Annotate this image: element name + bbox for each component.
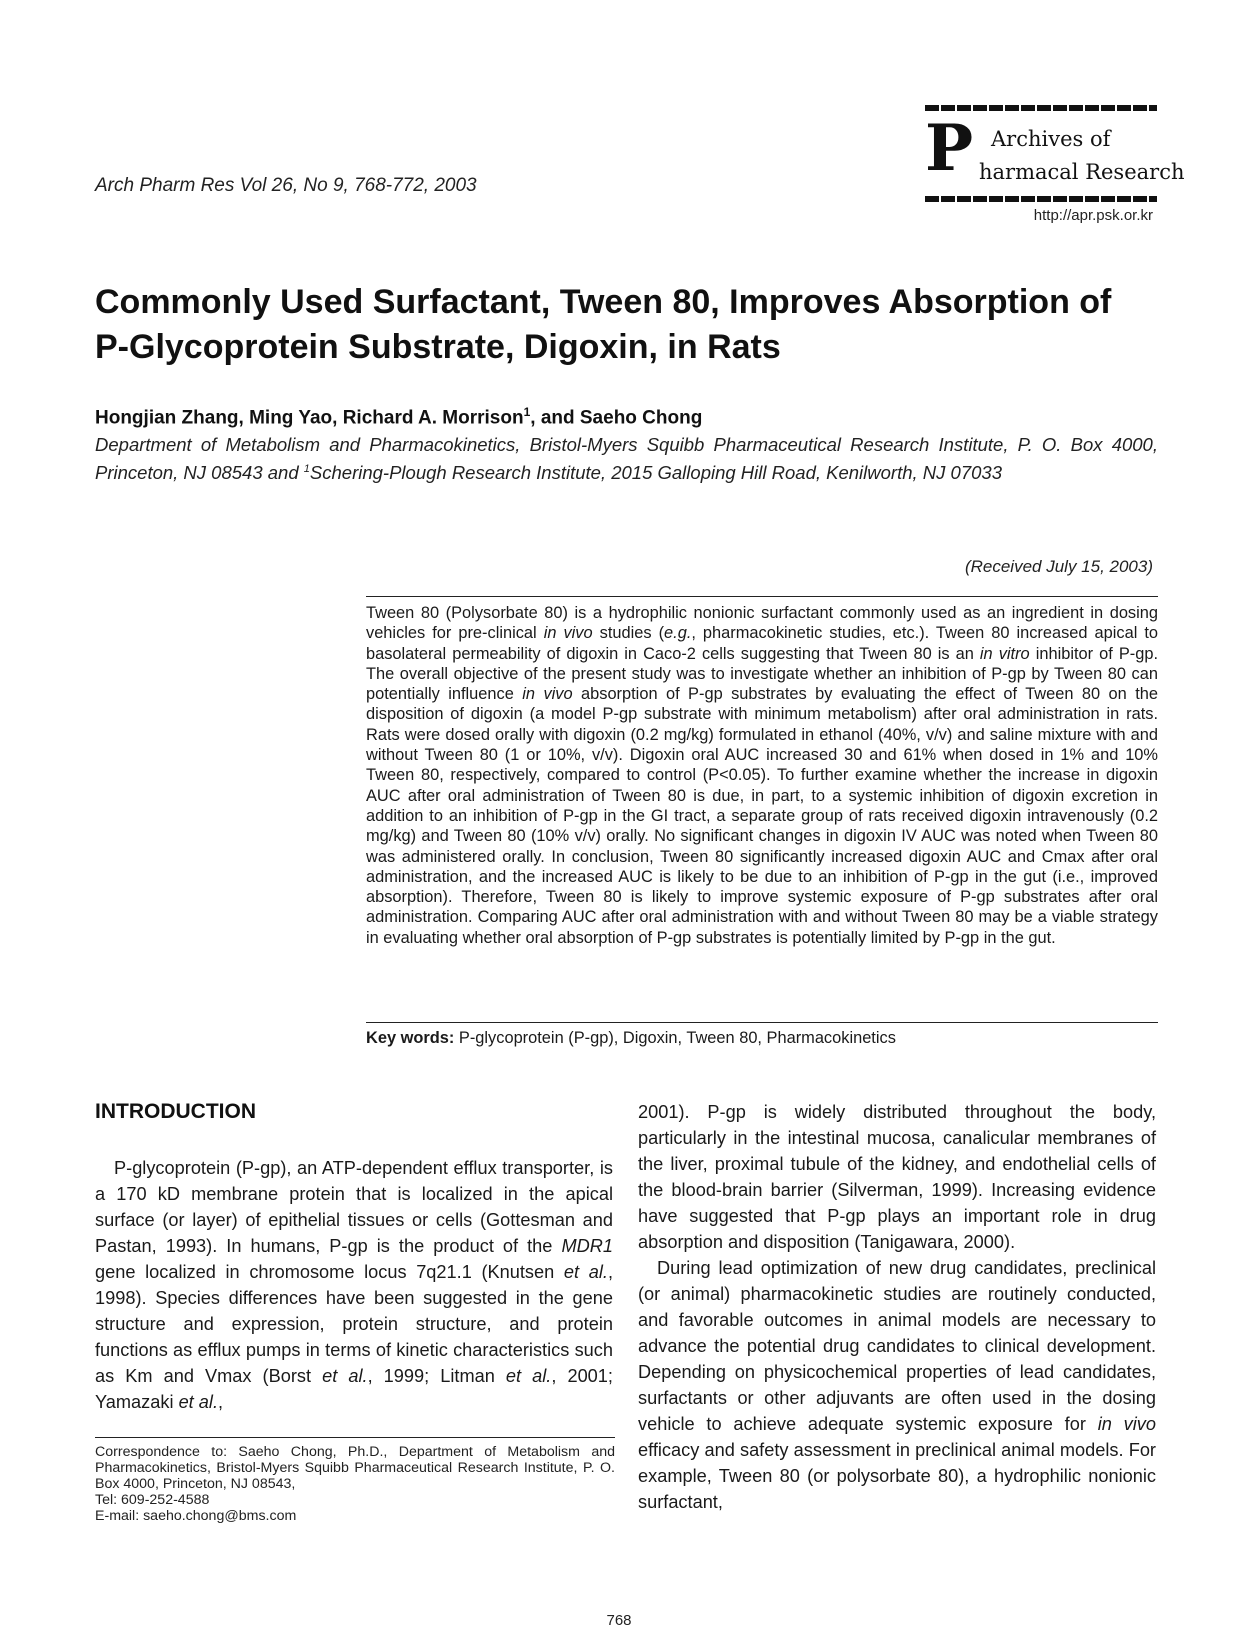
abstract-text: , pharmacokinetic studies, etc.). Tween 80 increased apical to basolateral permeability of digoxin in Caco-2 cells suggesting that Tween 80 is an [366, 624, 1159, 663]
abstract [366, 603, 1158, 948]
et-al: et al. [322, 1366, 368, 1386]
author-superscript: 1 [523, 405, 531, 419]
left-column [95, 1155, 613, 1415]
section-heading-introduction: INTRODUCTION [95, 1100, 256, 1123]
abstract-italic: e.g. [664, 624, 692, 643]
keywords-label: Key words: [366, 1029, 455, 1047]
et-al: et al. [563, 1262, 608, 1282]
journal-logo [925, 105, 1185, 187]
journal-url[interactable]: http://apr.psk.or.kr [1033, 207, 1153, 224]
para-text: , 2001; Yamazaki [95, 1366, 613, 1412]
authors-part2: , and Saeho Chong [530, 407, 703, 429]
correspondence-email[interactable]: E-mail: saeho.chong@bms.com [95, 1508, 297, 1524]
paper-title [95, 280, 1175, 370]
abstract-top-rule [366, 596, 1158, 597]
page-number: 768 [606, 1612, 632, 1629]
author-list [95, 405, 702, 429]
para-text: , 1999; Litman [367, 1366, 506, 1386]
gene-name: MDR1 [561, 1236, 613, 1256]
authors-part1: Hongjian Zhang, Ming Yao, Richard A. Morrison [95, 407, 524, 429]
correspondence-footnote [95, 1444, 615, 1524]
abstract-italic: in vivo [543, 624, 593, 643]
intro-paragraph [95, 1155, 613, 1415]
title-line1: Commonly Used Surfactant, Tween 80, Improves Absorption of [95, 283, 1112, 321]
abstract-text: Tween 80 (Polysorbate 80) is a hydrophilic nonionic surfactant commonly used as an ingredient in dosing vehicles for pre-clinical [366, 604, 1158, 643]
abstract-italic: in vivo [522, 685, 573, 704]
para-text: efficacy and safety assessment in preclinical animal models. For example, Tween 80 (or polysorbate 80), a hydrophilic nonionic surfactant, [638, 1440, 1156, 1512]
received-date: (Received July 15, 2003) [964, 557, 1153, 576]
para-text: P-glycoprotein (P-gp), an ATP-dependent efflux transporter, is a 170 kD membrane protein that is localized in the apical surface (or layer) of epithelial tissues or cells (Gottesman and Pastan, 1993). In humans, P-gp is the product of the [95, 1158, 613, 1256]
correspondence-phone: Tel: 609-252-4588 [95, 1492, 210, 1508]
para-text: gene localized in chromosome locus 7q21.1 (Knutsen [95, 1262, 564, 1282]
footnote-rule [95, 1437, 615, 1438]
affiliation-superscript: 1 [303, 463, 310, 475]
para-text: , 1998). Species differences have been suggested in the gene structure and expression, protein structure, and protein functions as efflux pumps in terms of kinetic characteristics such as Km and Vmax (Borst [95, 1262, 613, 1386]
et-al: et al. [178, 1392, 218, 1412]
abstract-text: absorption of P-gp substrates by evaluating the effect of Tween 80 on the disposition of digoxin (a model P-gp substrate with minimum metabolism) after oral administration in rats. Rats were dosed orally with digoxin (0.2 mg/kg) formulated in ethanol (40%, v/v) and saline mixture with and without Tween 80 (1 or 10%, v/v). Digoxin oral AUC increased 30 and 61% when dosed in 1% and 10% Tween 80, respectively, compared to control (P<0.05). To further examine whether the increase in digoxin AUC after oral administration of Tween 80 is due, in part, to a systemic inhibition of digoxin excretion in addition to an inhibition of P-gp in the GI tract, a separate group of rats received digoxin intravenously (0.2 mg/kg) and Tween 80 (10% v/v) orally. No significant changes in digoxin IV AUC was noted when Tween 80 was administered orally. In conclusion, Tween 80 significantly increased digoxin AUC and Cmax after oral administration, and the increased AUC is likely to be due to an inhibition of P-gp in the gut (i.e., improved absorption). Therefore, Tween 80 is likely to improve systemic exposure of P-gp substrates after oral administration. Comparing AUC after oral administration with and without Tween 80 may be a viable strategy in evaluating whether oral absorption of P-gp substrates is potentially limited by P-gp in the gut. [366, 685, 1158, 947]
affiliation-part1: Department of Metabolism and Pharmacokinetics, Bristol-Myers Squibb Pharmaceutical Research Institute, P. O. Box 4000, Princeton, NJ 08543 and [95, 434, 1158, 484]
correspondence-address: Correspondence to: Saeho Chong, Ph.D., Department of Metabolism and Pharmacokinetics, Bristol-Myers Squibb Pharmaceutical Research Institute, P. O. Box 4000, Princeton, NJ 08543, [95, 1444, 615, 1492]
et-al: et al. [505, 1366, 552, 1386]
para-text: During lead optimization of new drug candidates, preclinical (or animal) pharmacokinetic studies are routinely conducted, and favorable outcomes in animal models are necessary to advance the potential drug candidates to clinical development. Depending on physicochemical properties of lead candidates, surfactants or other adjuvants are often used in the dosing vehicle to achieve adequate systemic exposure for [638, 1258, 1156, 1434]
abstract-italic: in vitro [979, 644, 1030, 663]
keywords [366, 1029, 896, 1048]
logo-bottom-bar [925, 196, 1157, 202]
abstract-bottom-rule [366, 1022, 1158, 1023]
intro-paragraph [638, 1255, 1156, 1515]
affiliation-part2: Schering-Plough Research Institute, 2015 Galloping Hill Road, Kenilworth, NJ 07033 [309, 462, 1002, 484]
abstract-text: inhibitor of P-gp. The overall objective of the present study was to investigate whether an inhibition of P-gp by Tween 80 can potentially influence [366, 644, 1159, 704]
abstract-text: studies ( [592, 624, 665, 643]
affiliation [95, 433, 1158, 485]
logo-line2: harmacal Research [979, 160, 1185, 184]
intro-paragraph-continued: 2001). P-gp is widely distributed throughout the body, particularly in the intestinal mucosa, canalicular membranes of the liver, proximal tubule of the kidney, and endothelial cells of the blood-brain barrier (Silverman, 1999). Increasing evidence have suggested that P-gp plays an important role in drug absorption and disposition (Tanigawara, 2000). [638, 1102, 1156, 1252]
para-text: , [218, 1392, 224, 1412]
para-italic: in vivo [1097, 1414, 1156, 1434]
right-column [638, 1099, 1156, 1515]
logo-line1: Archives of [991, 127, 1111, 151]
keywords-text: P-glycoprotein (P-gp), Digoxin, Tween 80, Pharmacokinetics [454, 1029, 896, 1047]
journal-citation: Arch Pharm Res Vol 26, No 9, 768-772, 2003 [95, 175, 477, 196]
title-line2: P-Glycoprotein Substrate, Digoxin, in Rats [95, 328, 781, 366]
logo-initial: P [925, 111, 974, 186]
